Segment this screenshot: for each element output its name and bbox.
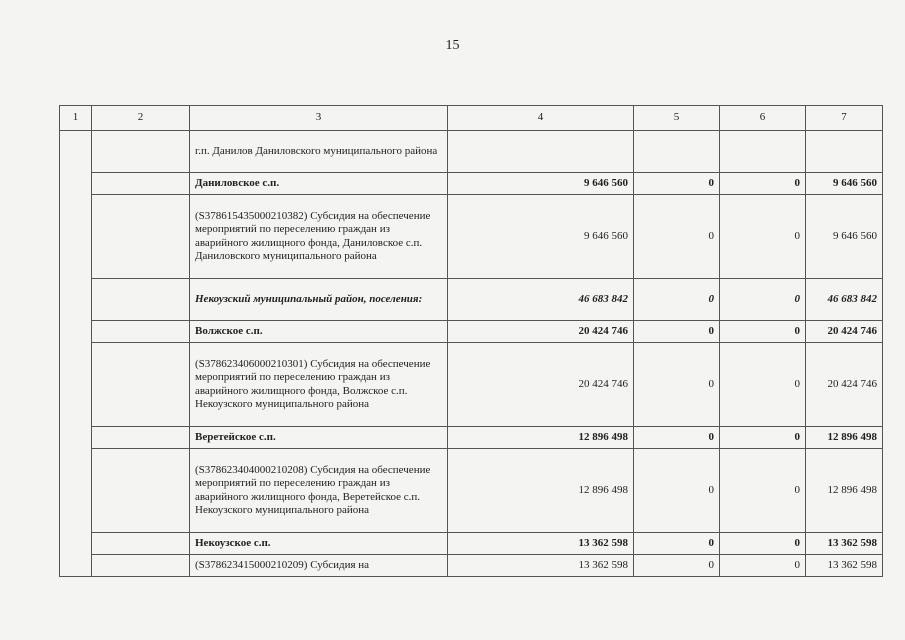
cell-col-2 [92, 279, 190, 321]
cell-col-2 [92, 449, 190, 533]
cell-col-6: 0 [720, 343, 806, 427]
table-row [60, 343, 883, 427]
header-col-7: 7 [806, 106, 883, 131]
cell-col-6: 0 [720, 195, 806, 279]
cell-col-4: 9 646 560 [448, 173, 634, 195]
table-row [60, 321, 883, 343]
row-description: г.п. Данилов Даниловского муниципального района [190, 131, 448, 173]
cell-col-7: 46 683 842 [806, 279, 883, 321]
cell-col-4: 9 646 560 [448, 195, 634, 279]
table-row [60, 195, 883, 279]
cell-col-4: 46 683 842 [448, 279, 634, 321]
cell-col-5: 0 [634, 449, 720, 533]
cell-col-5: 0 [634, 427, 720, 449]
cell-col-2 [92, 343, 190, 427]
header-col-4: 4 [448, 106, 634, 131]
table-row [60, 427, 883, 449]
page-number: 15 [445, 38, 460, 53]
cell-col-4: 13 362 598 [448, 533, 634, 555]
header-col-6: 6 [720, 106, 806, 131]
cell-col-6: 0 [720, 173, 806, 195]
row-description: (S378623415000210209) Субсидия на [190, 555, 448, 577]
cell-col-2 [92, 321, 190, 343]
table-row [60, 449, 883, 533]
cell-col-6: 0 [720, 449, 806, 533]
cell-col-6 [720, 131, 806, 173]
merged-cell-col-1 [60, 131, 92, 577]
cell-col-2 [92, 555, 190, 577]
cell-col-4: 20 424 746 [448, 321, 634, 343]
cell-col-2 [92, 427, 190, 449]
row-description: Даниловское с.п. [190, 173, 448, 195]
cell-col-6: 0 [720, 555, 806, 577]
cell-col-7: 20 424 746 [806, 321, 883, 343]
cell-col-5: 0 [634, 321, 720, 343]
cell-col-2 [92, 131, 190, 173]
cell-col-7: 13 362 598 [806, 533, 883, 555]
cell-col-5: 0 [634, 533, 720, 555]
row-description: Веретейское с.п. [190, 427, 448, 449]
row-description: Волжское с.п. [190, 321, 448, 343]
table-row [60, 173, 883, 195]
table-row [60, 533, 883, 555]
cell-col-5: 0 [634, 343, 720, 427]
row-description: (S378623404000210208) Субсидия на обеспечение мероприятий по переселению граждан из аварийного жилищного фонда, Веретейское с.п. Некоузского муниципального района [190, 449, 448, 533]
cell-col-4: 12 896 498 [448, 449, 634, 533]
cell-col-7: 9 646 560 [806, 173, 883, 195]
cell-col-5: 0 [634, 173, 720, 195]
row-description: Некоузский муниципальный район, поселения: [190, 279, 448, 321]
cell-col-5: 0 [634, 195, 720, 279]
table-header-row [60, 106, 883, 131]
budget-table [59, 105, 883, 577]
cell-col-7: 12 896 498 [806, 427, 883, 449]
cell-col-6: 0 [720, 321, 806, 343]
cell-col-4: 13 362 598 [448, 555, 634, 577]
cell-col-4: 12 896 498 [448, 427, 634, 449]
table-row [60, 555, 883, 577]
cell-col-5 [634, 131, 720, 173]
cell-col-7 [806, 131, 883, 173]
cell-col-6: 0 [720, 533, 806, 555]
row-description: (S378615435000210382) Субсидия на обеспечение мероприятий по переселению граждан из аварийного жилищного фонда, Даниловское с.п. Даниловского муниципального района [190, 195, 448, 279]
cell-col-5: 0 [634, 555, 720, 577]
header-col-5: 5 [634, 106, 720, 131]
cell-col-5: 0 [634, 279, 720, 321]
cell-col-2 [92, 533, 190, 555]
cell-col-6: 0 [720, 427, 806, 449]
cell-col-4: 20 424 746 [448, 343, 634, 427]
cell-col-2 [92, 173, 190, 195]
cell-col-7: 20 424 746 [806, 343, 883, 427]
header-col-3: 3 [190, 106, 448, 131]
table-row [60, 279, 883, 321]
cell-col-4 [448, 131, 634, 173]
cell-col-6: 0 [720, 279, 806, 321]
header-col-2: 2 [92, 106, 190, 131]
header-col-1: 1 [60, 106, 92, 131]
cell-col-2 [92, 195, 190, 279]
row-description: (S378623406000210301) Субсидия на обеспечение мероприятий по переселению граждан из аварийного жилищного фонда, Волжское с.п. Некоузского муниципального района [190, 343, 448, 427]
row-description: Некоузское с.п. [190, 533, 448, 555]
cell-col-7: 9 646 560 [806, 195, 883, 279]
cell-col-7: 13 362 598 [806, 555, 883, 577]
table-row [60, 131, 883, 173]
cell-col-7: 12 896 498 [806, 449, 883, 533]
